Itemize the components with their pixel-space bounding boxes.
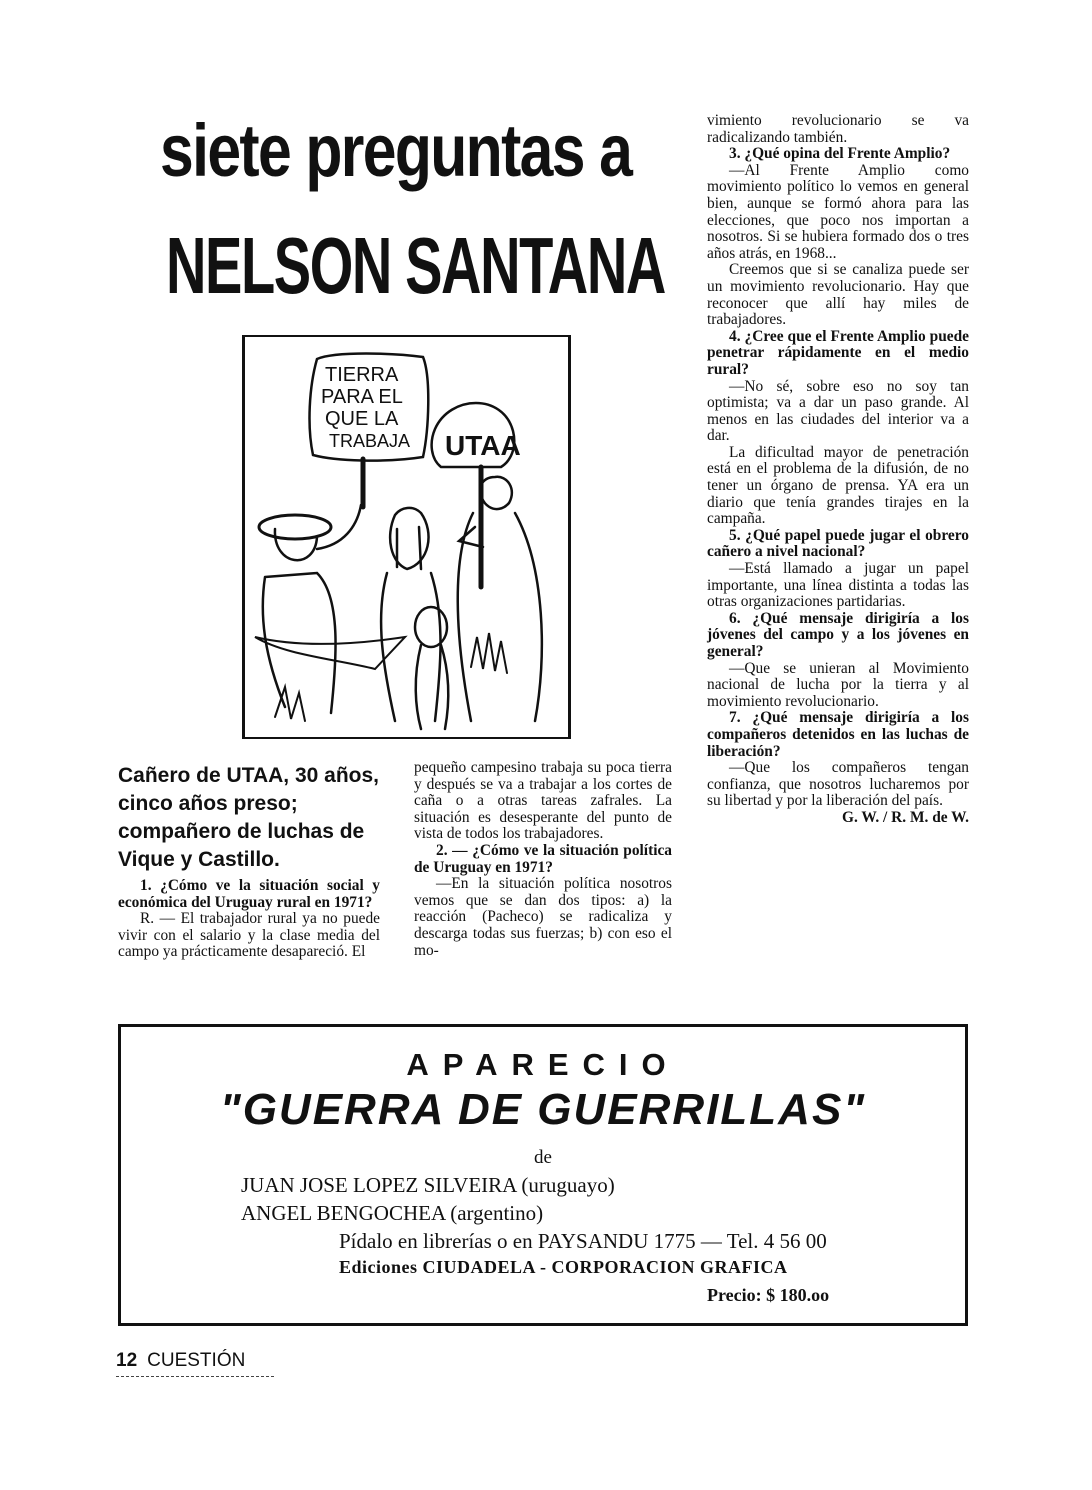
ad-author-1: JUAN JOSE LOPEZ SILVEIRA (uruguayo) bbox=[241, 1173, 615, 1197]
headline-line-2: NELSON SANTANA bbox=[166, 221, 665, 310]
page-footer bbox=[116, 1350, 245, 1372]
footer-rule bbox=[116, 1376, 274, 1377]
answer-paragraph: La dificultad mayor de penetración está en el problema de la difusión, de no tener un órgano de prensa. YA era un diario que tenía grandes tirajes en la campaña. bbox=[707, 443, 969, 528]
question-paragraph: 1. ¿Cómo ve la situación social y económica del Uruguay rural en 1971? bbox=[118, 877, 380, 911]
answer-paragraph: —No sé, sobre eso no soy tan optimista; va a dar un paso grande. Al menos en las ciudades del interior va a dar. bbox=[707, 377, 969, 445]
ad-where-to-buy: Pídalo en librerías o en PAYSANDU 1775 — Tel. 4 56 00 bbox=[339, 1229, 827, 1253]
answer-paragraph: —Al Frente Amplio como movimiento político lo vemos en general bien, aunque se formó ahora para las elecciones, que poco nos importan a nosotros. Si se hubiera formado dos o tres años atrás, en 1968... bbox=[707, 161, 969, 262]
question-paragraph: 5. ¿Qué papel puede jugar el obrero cañero a nivel nacional? bbox=[707, 526, 969, 561]
article-subtitle: Cañero de UTAA, 30 años, cinco años preso; compañero de luchas de Vique y Castillo. bbox=[118, 764, 380, 871]
ad-publisher: Ediciones CIUDADELA - CORPORACION GRAFICA bbox=[339, 1257, 788, 1277]
answer-paragraph: —Que los compañeros tengan confianza, que nosotros lucharemos por su libertad y por la liberación del país. bbox=[707, 759, 969, 810]
ad-author-2: ANGEL BENGOCHEA (argentino) bbox=[241, 1201, 544, 1225]
question-paragraph: 3. ¿Qué opina del Frente Amplio? bbox=[729, 145, 951, 163]
ad-de: de bbox=[534, 1147, 552, 1168]
signature: G. W. / R. M. de W. bbox=[841, 808, 969, 826]
answer-paragraph: —Que se unieran al Movimiento nacional de lucha por la tierra y al movimiento revolucionario. bbox=[707, 659, 969, 710]
answer-paragraph: pequeño campesino trabaja su poca tierra y después se va a trabajar a los cortes de caña o a otras tareas zafrales. La situación es desesperante del punto de vista de todos los trabajadores. bbox=[414, 759, 672, 843]
answer-paragraph: Creemos que si se canaliza puede ser un movimiento revolucionario. Hay que reconocer que allí hay miles de trabajadores. bbox=[707, 261, 969, 329]
sign-text-line-3: QUE LA bbox=[325, 408, 399, 430]
question-paragraph: 7. ¿Qué mensaje dirigiría a los compañeros detenidos en las luchas de liberación? bbox=[707, 709, 969, 760]
answer-paragraph: —En la situación política nosotros vemos que se dan dos tipos: a) la reacción (Pacheco) se radicaliza y descarga todas sus fuerzas; b) con eso el mo- bbox=[414, 875, 672, 959]
sign-text-line-4: TRABAJA bbox=[329, 431, 411, 451]
question-paragraph: 6. ¿Qué mensaje dirigiría a los jóvenes del campo y a los jóvenes en general? bbox=[707, 609, 969, 660]
magazine-name: CUESTIÓN bbox=[147, 1350, 246, 1371]
column-middle bbox=[414, 760, 672, 959]
ad-title: APARECIO bbox=[406, 1047, 680, 1082]
question-paragraph: 2. — ¿Cómo ve la situación política de Uruguay en 1971? bbox=[414, 841, 672, 876]
headline-line-1: siete preguntas a bbox=[160, 109, 632, 192]
sign-text-line-2: PARA EL bbox=[321, 386, 403, 408]
answer-paragraph: —Está llamado a jugar un papel importante, una línea distinta a todas las otras organizaciones partidarias. bbox=[707, 560, 969, 611]
sign-text-line-1: TIERRA bbox=[325, 364, 399, 386]
protest-illustration bbox=[245, 337, 563, 733]
ad-book-title: "GUERRA DE GUERRILLAS" bbox=[219, 1085, 867, 1134]
question-paragraph: 4. ¿Cree que el Frente Amplio puede penetrar rápidamente en el medio rural? bbox=[707, 327, 969, 378]
column-left bbox=[118, 878, 380, 961]
ad-price: Precio: $ 180.oo bbox=[707, 1285, 830, 1305]
answer-paragraph: R. — El trabajador rural ya no puede vivir con el salario y la clase media del campo ya prácticamente desapareció. El bbox=[118, 910, 380, 961]
book-advertisement bbox=[118, 1024, 968, 1326]
column-right bbox=[707, 113, 969, 827]
answer-paragraph: vimiento revolucionario se va radicalizando también. bbox=[707, 112, 969, 146]
sign-utaa-text: UTAA bbox=[445, 430, 521, 461]
page-number: 12 bbox=[116, 1350, 138, 1371]
